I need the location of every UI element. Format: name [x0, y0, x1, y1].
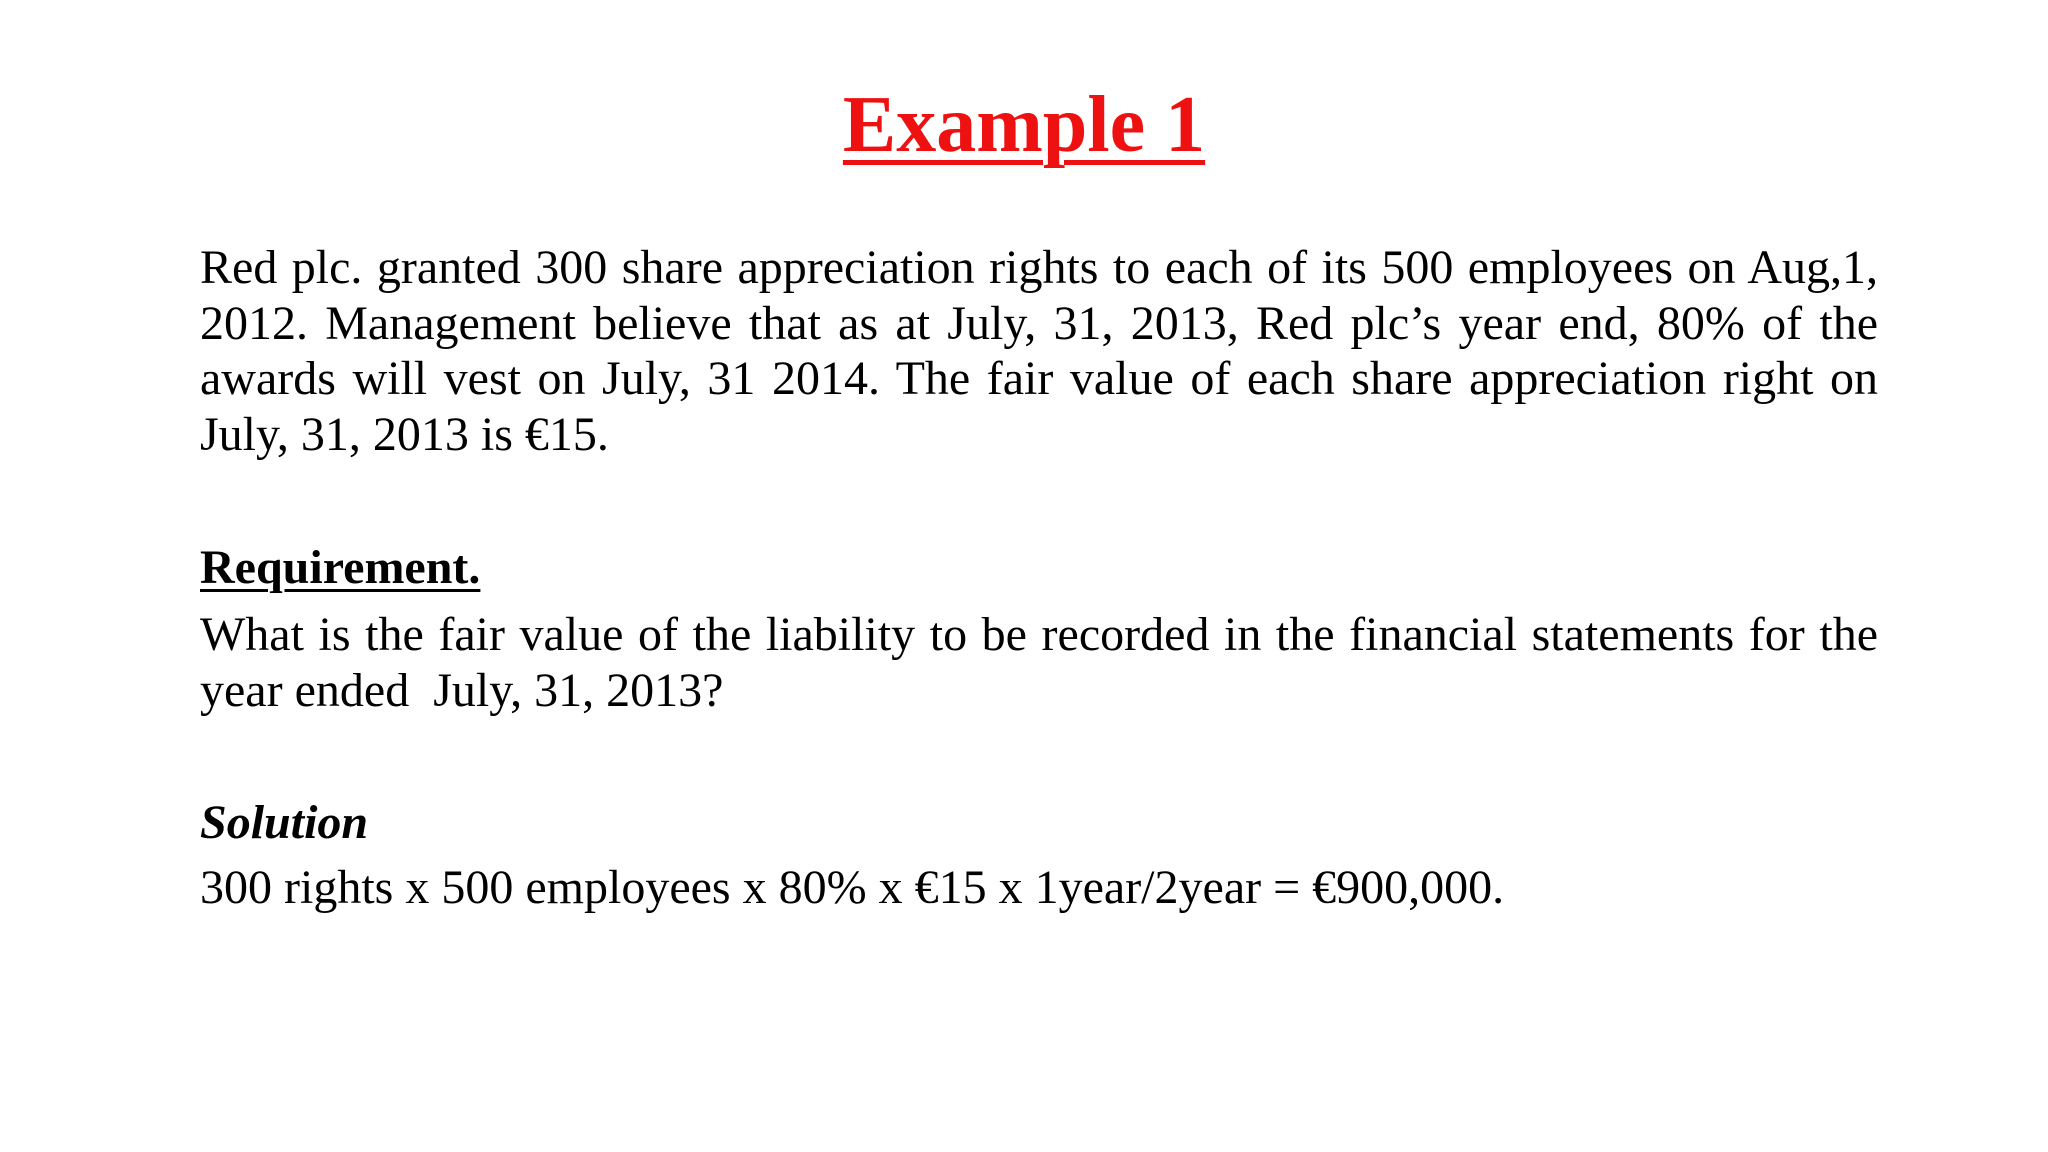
problem-statement: Red plc. granted 300 share appreciation rights to each of its 500 employees on Aug,1, 2012. Management believe that as at July, 31, 2013, Red plc’s year end, 80% of the awards will vest on July, 31 2014. The fair value of each share appreciation right on July, 31, 2013 is €15.: [200, 241, 1878, 461]
solution-text: 300 rights x 500 employees x 80% x €15 x 1year/2year = €900,000.: [200, 861, 1505, 914]
requirement-text: What is the fair value of the liability to be recorded in the financial statements for the year ended July, 31, 2013?: [200, 608, 1890, 717]
requirement-heading: Requirement.: [200, 541, 481, 594]
slide-title: Example 1: [842, 81, 1206, 169]
solution-heading: Solution: [200, 796, 369, 849]
